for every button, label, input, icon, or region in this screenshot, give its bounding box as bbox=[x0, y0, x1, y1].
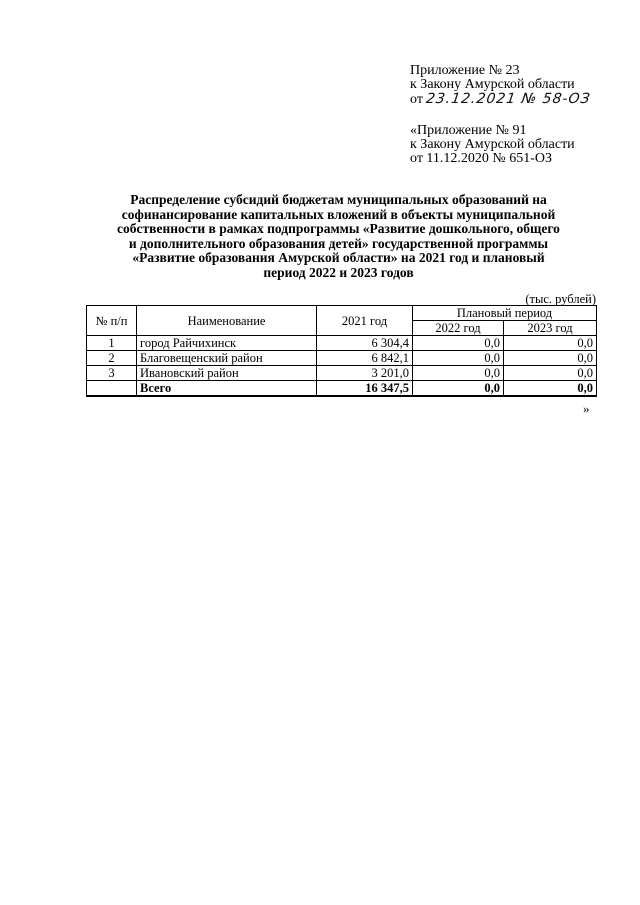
cell-2021: 6 842,1 bbox=[317, 351, 413, 366]
annex-block-current bbox=[410, 64, 591, 107]
cell-2023: 0,0 bbox=[504, 351, 597, 366]
cell-2022: 0,0 bbox=[413, 336, 504, 351]
title-line: софинансирование капитальных вложений в объекты муниципальной bbox=[121, 206, 556, 222]
cell-total-2021: 16 347,5 bbox=[317, 381, 413, 397]
cell-name: Благовещенский район bbox=[137, 351, 317, 366]
header-2022: 2022 год bbox=[413, 321, 504, 336]
annex-date-line: от 11.12.2020 № 651-ОЗ bbox=[410, 151, 553, 166]
handwritten-date-number: 23.12.2021 № 58-ОЗ bbox=[425, 91, 593, 107]
subsidy-table bbox=[86, 305, 597, 397]
cell-2022: 0,0 bbox=[413, 351, 504, 366]
annex-law-reference: к Закону Амурской области bbox=[410, 77, 575, 92]
cell-2021: 6 304,4 bbox=[317, 336, 413, 351]
title-line: Распределение субсидий бюджетам муниципальных образований на bbox=[130, 192, 547, 207]
title-line: период 2022 и 2023 годов bbox=[263, 264, 414, 280]
annex-block-original bbox=[410, 124, 575, 166]
cell-2023: 0,0 bbox=[504, 366, 597, 381]
table-row bbox=[87, 336, 597, 351]
cell-num: 2 bbox=[87, 351, 137, 366]
cell-2021: 3 201,0 bbox=[317, 366, 413, 381]
header-2021: 2021 год bbox=[317, 306, 413, 336]
annex-date-line bbox=[410, 92, 591, 107]
annex-law-reference: к Закону Амурской области bbox=[410, 137, 575, 152]
header-planned-period: Плановый период bbox=[413, 306, 597, 321]
annex-date-prefix: от bbox=[410, 92, 423, 107]
title-line: и дополнительного образования детей» государственной программы bbox=[128, 235, 549, 251]
header-2023: 2023 год bbox=[504, 321, 597, 336]
cell-name: город Райчихинск bbox=[137, 336, 317, 351]
title-line: собственности в рамках подпрограммы «Развитие дошкольного, общего bbox=[117, 221, 560, 236]
table-total-row bbox=[87, 381, 597, 397]
header-name: Наименование bbox=[137, 306, 317, 336]
title-line: «Развитие образования Амурской области» на 2021 год и плановый bbox=[132, 250, 545, 265]
table-row bbox=[87, 351, 597, 366]
annex-number: Приложение № 23 bbox=[410, 63, 520, 78]
cell-2023: 0,0 bbox=[504, 336, 597, 351]
table-row bbox=[87, 366, 597, 381]
document-title bbox=[86, 193, 591, 280]
cell-num: 1 bbox=[87, 336, 137, 351]
cell-num-empty bbox=[87, 381, 137, 397]
units-label: (тыс. рублей) bbox=[525, 292, 596, 306]
cell-name: Ивановский район bbox=[137, 366, 317, 381]
annex-number: «Приложение № 91 bbox=[410, 123, 527, 138]
table-header-row bbox=[87, 306, 597, 321]
cell-total-2022: 0,0 bbox=[413, 381, 504, 397]
header-num: № п/п bbox=[87, 306, 137, 336]
cell-2022: 0,0 bbox=[413, 366, 504, 381]
cell-num: 3 bbox=[87, 366, 137, 381]
closing-quote: » bbox=[583, 401, 590, 416]
cell-total-2023: 0,0 bbox=[504, 381, 597, 397]
cell-total-label: Всего bbox=[137, 381, 317, 397]
